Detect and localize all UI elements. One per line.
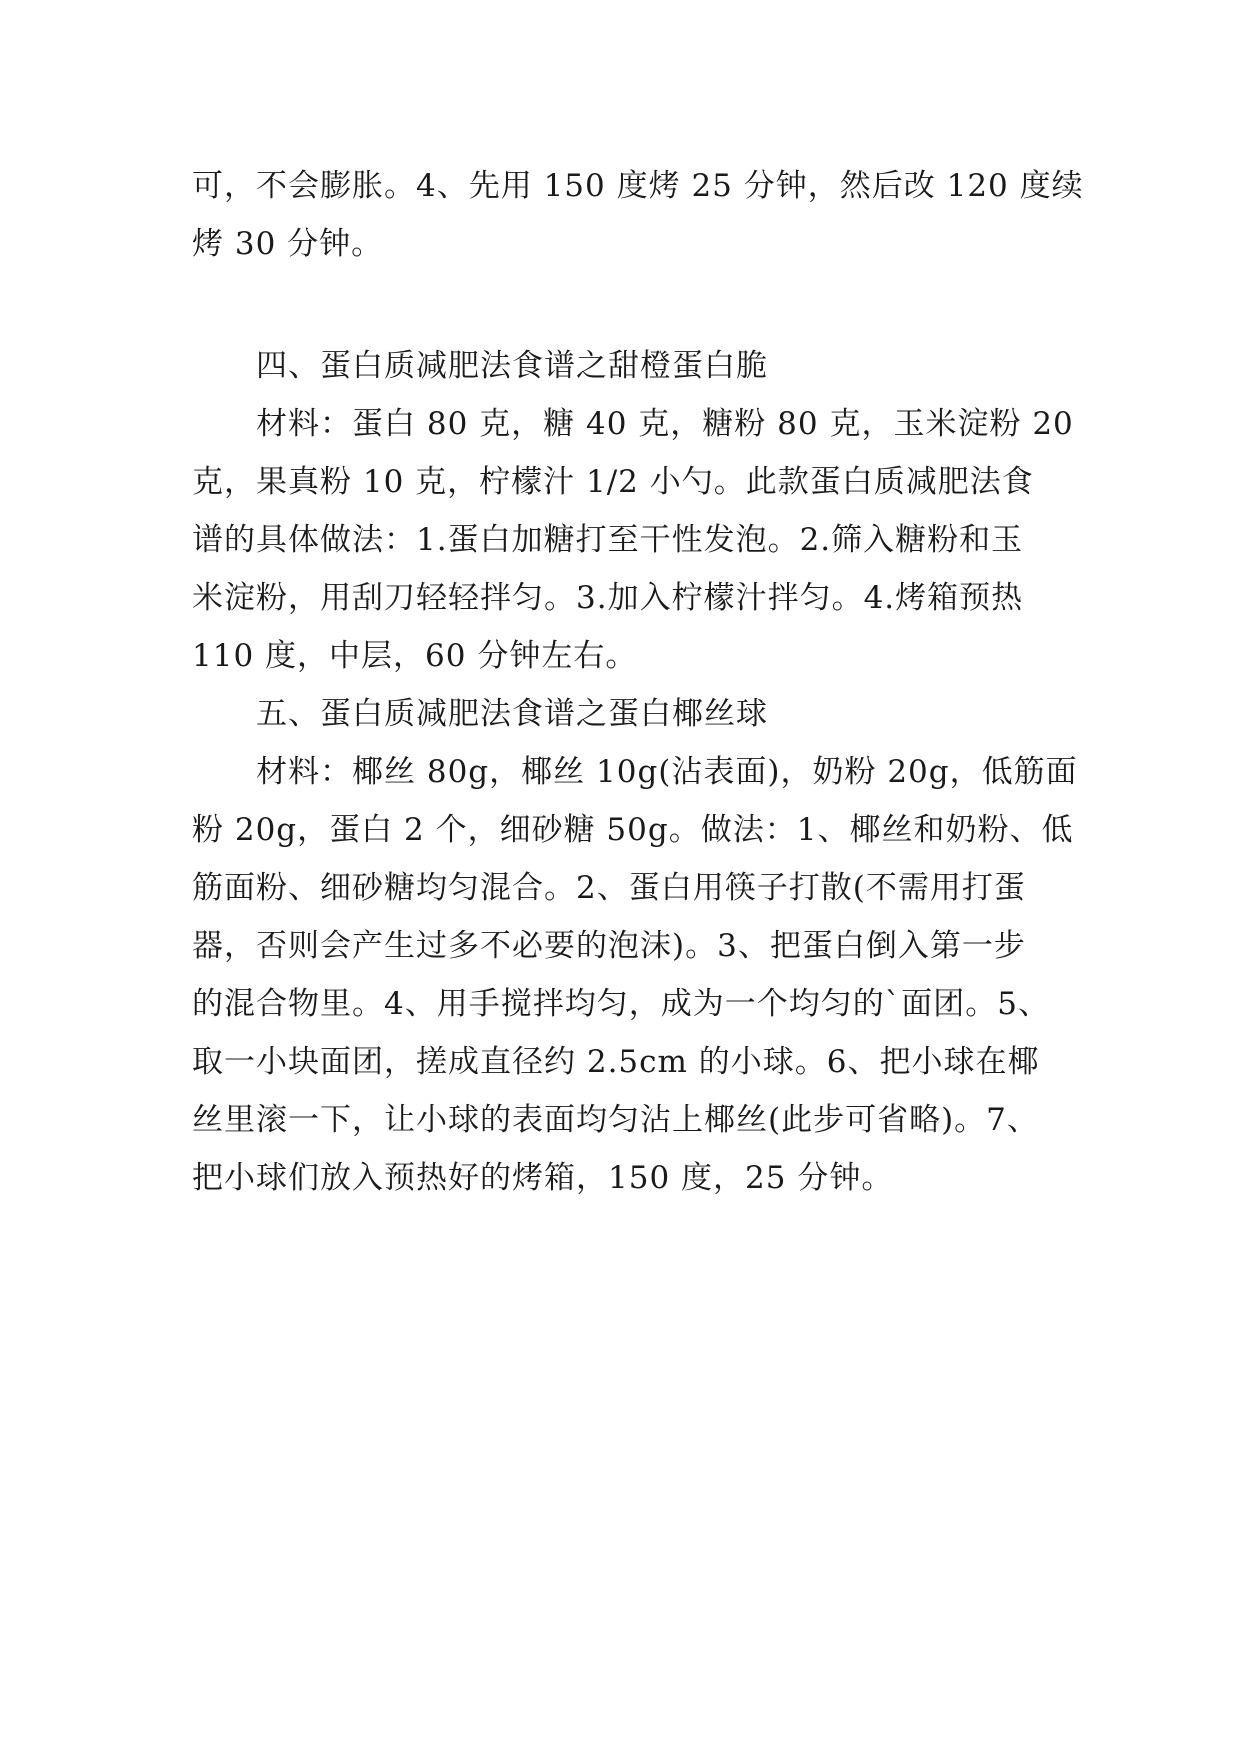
paragraph-gap [192,273,1062,337]
text-line: 器，否则会产生过多不必要的泡沫)。3、把蛋白倒入第一步 [192,928,1026,964]
text-line: 可，不会膨胀。4、先用 150 度烤 25 分钟，然后改 120 度续 [192,168,1084,204]
text-line: 丝里滚一下，让小球的表面均匀沾上椰丝(此步可省略)。7、 [192,1102,1039,1138]
text-line: 110 度，中层，60 分钟左右。 [192,638,638,674]
section-heading: 五、蛋白质减肥法食谱之蛋白椰丝球 [256,696,768,732]
text-line: 粉 20g，蛋白 2 个，细砂糖 50g。做法：1、椰丝和奶粉、低 [192,812,1074,848]
text-line: 取一小块面团，搓成直径约 2.5cm 的小球。6、把小球在椰 [192,1044,1040,1080]
text-line: 筋面粉、细砂糖均匀混合。2、蛋白用筷子打散(不需用打蛋 [192,870,1026,906]
document-body [192,157,1084,1207]
section-heading: 四、蛋白质减肥法食谱之甜橙蛋白脆 [256,348,768,384]
text-line: 米淀粉，用刮刀轻轻拌匀。3.加入柠檬汁拌匀。4.烤箱预热 [192,580,1024,616]
text-line: 把小球们放入预热好的烤箱，150 度，25 分钟。 [192,1160,894,1196]
text-line: 谱的具体做法：1.蛋白加糖打至干性发泡。2.筛入糖粉和玉 [192,522,1024,558]
text-line: 的混合物里。4、用手搅拌均匀，成为一个均匀的`面团。5、 [192,986,1050,1022]
text-line: 克，果真粉 10 克，柠檬汁 1/2 小勺。此款蛋白质减肥法食 [192,464,1034,500]
text-line: 烤 30 分钟。 [192,226,384,262]
text-line: 材料：椰丝 80g，椰丝 10g(沾表面)，奶粉 20g，低筋面 [256,754,1078,790]
text-line: 材料：蛋白 80 克，糖 40 克，糖粉 80 克，玉米淀粉 20 [256,406,1074,442]
